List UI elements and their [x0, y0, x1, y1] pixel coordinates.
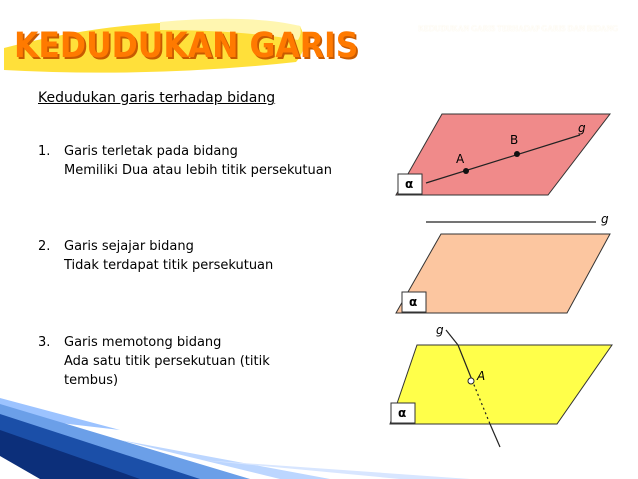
point-a-label-1: A — [456, 152, 465, 166]
item-heading: Garis sejajar bidang — [64, 239, 194, 254]
point-b-1 — [514, 151, 520, 157]
plane-alpha-3 — [390, 345, 612, 424]
item-description: Memiliki Dua atau lebih titik persekutuan — [64, 163, 332, 178]
plane-label-2: α — [409, 295, 418, 309]
line-g-label-1: g — [578, 121, 586, 135]
line-g-label-2: g — [601, 212, 609, 226]
figure-line-parallel — [396, 212, 610, 313]
line-g-3-upper — [446, 330, 458, 345]
item-number: 3. — [38, 335, 51, 350]
header-note: KEDUDUKAN GARIS TERHADAP GARIS DAN BIDANG — [418, 24, 618, 33]
item-number: 1. — [38, 144, 51, 159]
item-heading: Garis terletak pada bidang — [64, 144, 238, 159]
point-a-label-3: A — [477, 369, 486, 383]
line-g-label-3: g — [436, 323, 444, 337]
point-b-label-1: B — [510, 133, 519, 147]
item-heading: Garis memotong bidang — [64, 335, 222, 350]
plane-label-1: α — [405, 177, 414, 191]
item-description: Tidak terdapat titik persekutuan — [64, 258, 274, 273]
point-a-3 — [468, 378, 474, 384]
figure-line-in-plane — [396, 114, 610, 195]
line-g-3-lower — [490, 424, 500, 447]
item-number: 2. — [38, 239, 51, 254]
figure-line-intersect — [390, 323, 612, 447]
point-a-1 — [463, 168, 469, 174]
slide-title: KEDUDUKAN GARIS — [14, 26, 359, 66]
item-description: Ada satu titik persekutuan (titik — [64, 354, 270, 369]
plane-label-3: α — [398, 406, 407, 420]
section-subtitle: Kedudukan garis terhadap bidang — [38, 90, 276, 106]
item-description-cont: tembus) — [64, 373, 119, 388]
plane-alpha-2 — [396, 234, 610, 313]
